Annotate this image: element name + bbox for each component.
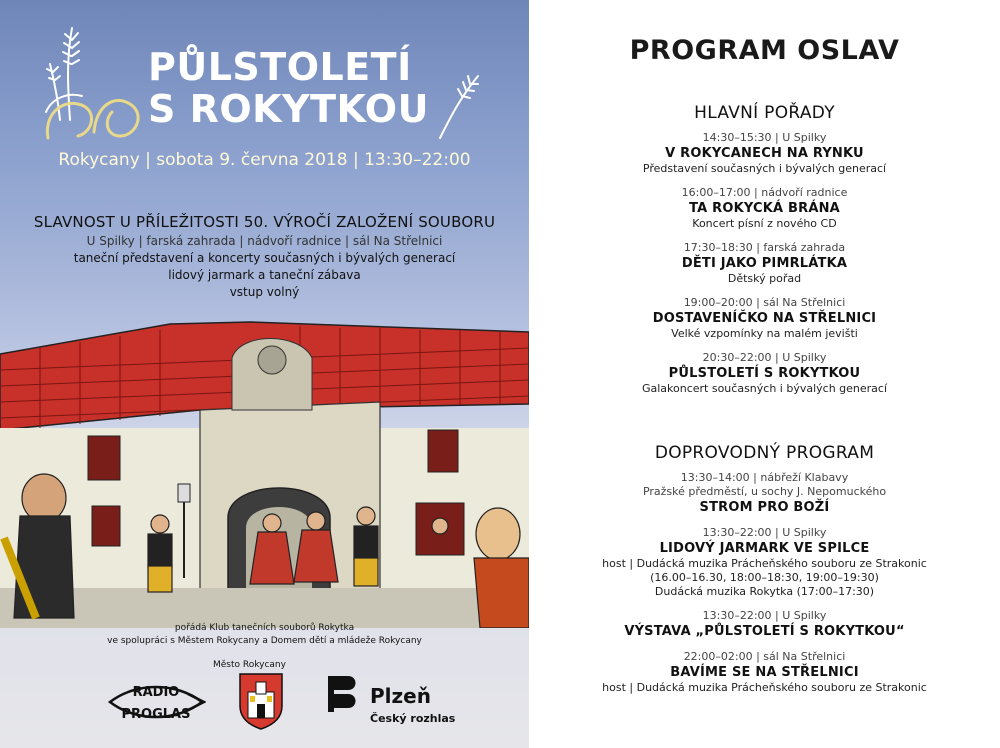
event-pre: Pražské předměstí, u sochy J. Nepomuckého bbox=[642, 485, 887, 498]
program-event bbox=[529, 131, 1000, 176]
event-name: BAVÍME SE NA STŘELNICI bbox=[670, 665, 859, 680]
radio-bottom-text: PROGLAS bbox=[121, 707, 191, 722]
event-name: PŮLSTOLETÍ S ROKYTKOU bbox=[668, 366, 861, 381]
event-desc: Koncert písní z nového CD bbox=[692, 217, 837, 230]
main-program-section bbox=[529, 103, 1000, 396]
event-name: V ROKYCANECH NA RYNKU bbox=[665, 146, 864, 161]
plzen-sub: Český rozhlas bbox=[370, 712, 456, 725]
event-desc: (16.00–16.30, 18:00–18:30, 19:00–19:30) bbox=[650, 571, 879, 584]
event-detail: lidový jarmark a taneční zábava bbox=[168, 268, 361, 282]
event-name: STROM PRO BOŽÍ bbox=[699, 500, 830, 515]
wheat-right-icon bbox=[430, 68, 490, 140]
program-title: PROGRAM OSLAV bbox=[629, 35, 900, 66]
program-event bbox=[529, 241, 1000, 286]
event-desc: Dětský pořad bbox=[727, 272, 802, 285]
event-desc: Galakoncert současných i bývalých generací bbox=[641, 382, 888, 395]
event-locations: U Spilky | farská zahrada | nádvoří radnice | sál Na Střelnici bbox=[86, 234, 443, 248]
event-time: 14:30–15:30 | U Spilky bbox=[702, 131, 827, 144]
program-event bbox=[529, 186, 1000, 231]
title-line-1: PŮLSTOLETÍ bbox=[148, 45, 412, 89]
event-time: 17:30–18:30 | farská zahrada bbox=[683, 241, 846, 254]
organizer-note bbox=[0, 622, 529, 648]
event-desc: host | Dudácká muzika Prácheňského souboru ze Strakonic bbox=[602, 557, 927, 570]
town-gate-illustration bbox=[0, 318, 529, 628]
event-name: VÝSTAVA „PŮLSTOLETÍ S ROKYTKOU“ bbox=[624, 624, 905, 639]
organizer-line: pořádá Klub tanečních souborů Rokytka bbox=[174, 623, 355, 633]
radio-proglas-logo bbox=[106, 672, 206, 730]
event-headline: SLAVNOST U PŘÍLEŽITOSTI 50. VÝROČÍ ZALOŽENÍ SOUBORU bbox=[33, 213, 496, 231]
event-time: 20:30–22:00 | U Spilky bbox=[702, 351, 827, 364]
rokycany-coat-of-arms bbox=[238, 672, 284, 730]
event-time: 19:00–20:00 | sál Na Střelnici bbox=[683, 296, 846, 309]
poster-title bbox=[148, 46, 429, 130]
title-line-2: S ROKYTKOU bbox=[148, 87, 429, 131]
program-event bbox=[529, 526, 1000, 599]
side-program-section bbox=[529, 443, 1000, 695]
event-time: 13:30–14:00 | nábřeží Klabavy bbox=[680, 471, 849, 484]
event-desc: Velké vzpomínky na malém jevišti bbox=[671, 327, 858, 340]
organizer-line: ve spolupráci s Městem Rokycany a Domem dětí a mládeže Rokycany bbox=[107, 636, 422, 646]
mesto-label: Město Rokycany bbox=[213, 660, 286, 670]
event-info bbox=[0, 213, 529, 299]
program-panel bbox=[529, 0, 1000, 748]
cesky-rozhlas-icon bbox=[326, 674, 360, 714]
event-time: 13:30–22:00 | U Spilky bbox=[702, 609, 827, 622]
program-event bbox=[529, 296, 1000, 341]
program-event bbox=[529, 471, 1000, 516]
event-desc: host | Dudácká muzika Prácheňského souboru ze Strakonic bbox=[602, 681, 927, 694]
radio-top-text: RADIO bbox=[132, 685, 180, 700]
event-name: DĚTI JAKO PIMRLÁTKA bbox=[681, 256, 848, 271]
event-name: TA ROKYCKÁ BRÁNA bbox=[689, 201, 840, 216]
program-event bbox=[529, 351, 1000, 396]
event-time: 22:00–02:00 | sál Na Střelnici bbox=[683, 650, 846, 663]
event-date-line: Rokycany | sobota 9. června 2018 | 13:30–22:00 bbox=[58, 150, 471, 170]
event-time: 13:30–22:00 | U Spilky bbox=[702, 526, 827, 539]
event-desc: Dudácká muzika Rokytka (17:00–17:30) bbox=[654, 585, 875, 598]
program-event bbox=[529, 650, 1000, 695]
event-time: 16:00–17:00 | nádvoří radnice bbox=[681, 186, 848, 199]
event-name: DOSTAVENÍČKO NA STŘELNICI bbox=[652, 311, 877, 326]
side-program-heading: DOPROVODNÝ PROGRAM bbox=[654, 443, 875, 463]
plzen-name: Plzeň bbox=[370, 684, 431, 708]
event-name: LIDOVÝ JARMARK VE SPILCE bbox=[659, 541, 870, 556]
program-event bbox=[529, 609, 1000, 640]
event-detail: taneční představení a koncerty současných i bývalých generací bbox=[73, 251, 456, 265]
fifty-wheat-logo bbox=[42, 20, 152, 140]
main-program-heading: HLAVNÍ POŘADY bbox=[694, 103, 835, 123]
event-detail: vstup volný bbox=[229, 285, 300, 299]
event-desc: Představení současných i bývalých generací bbox=[642, 162, 887, 175]
